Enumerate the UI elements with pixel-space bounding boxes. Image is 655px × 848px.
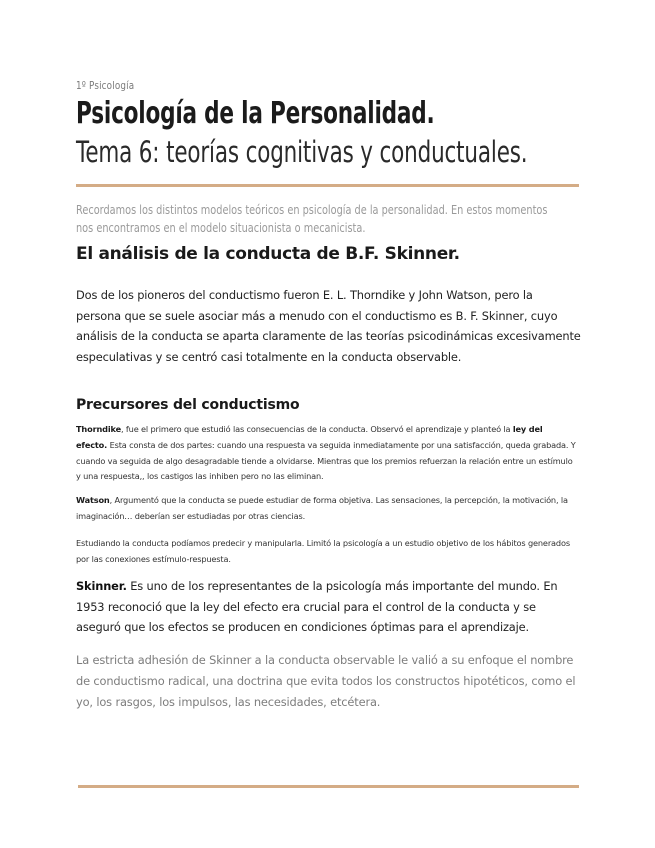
watson-text: , Argumentó que la conducta se puede estudiar de forma objetiva. Las sensaciones, la percepción, la motivación, la imaginación… deberían ser estudiadas por otras ciencias. [76, 495, 568, 521]
pioneers-paragraph: Dos de los pioneros del conductismo fueron E. L. Thorndike y John Watson, pero la persona que se suele asociar más a menudo con el conductismo es B. F. Skinner, cuyo análisis de la conducta se aparta claramente de las teorías psicodinámicas excesivamente especulativas y se centró casi totalmente en la conducta observable. [76, 288, 581, 364]
section-heading-skinner-analysis: El análisis de la conducta de B.F. Skinner. [76, 244, 460, 264]
document-subtitle: Tema 6: teorías cognitivas y conductuales. [76, 135, 528, 169]
thorndike-name: Thorndike [76, 424, 122, 434]
law-of-effect-term: ley del efecto. [76, 424, 543, 450]
top-divider [76, 184, 579, 187]
radical-behaviorism-paragraph: La estricta adhesión de Skinner a la conducta observable le valió a su enfoque el nombre de conductismo radical, una doctrina que evita todos los constructos hipotéticos, como el yo, los rasgos, los impulsos, las necesidades, etcétera. [76, 653, 576, 710]
intro-lead: Recordamos los distintos modelos teóricos en psicología de la personalidad. En estos momentos nos encontramos en el modelo situacionista o mecanicista. [76, 202, 548, 235]
course-kicker: 1º Psicología [76, 79, 135, 92]
thorndike-paragraph [76, 422, 576, 485]
section-heading-precursors: Precursores del conductismo [76, 397, 300, 413]
watson-followup-paragraph: Estudiando la conducta podíamos predecir y manipularla. Limitó la psicología a un estudio objetivo de los hábitos generados por las conexiones estímulo-respuesta. [76, 538, 570, 564]
watson-name: Watson [76, 495, 110, 505]
thorndike-text-a: , fue el primero que estudió las consecuencias de la conducta. Observó el aprendizaje y planteó la [121, 424, 513, 434]
thorndike-text-b: Esta consta de dos partes: cuando una respuesta va seguida inmediatamente por una satisfacción, queda grabada. Y cuando va seguida de algo desagradable tiende a olvidarse. Mientras que los premios refuerzan la relación entre un estímulo y una respuesta,, los castigos las inhiben pero no las eliminan. [76, 439, 576, 482]
skinner-paragraph [76, 576, 581, 638]
bottom-divider [78, 785, 579, 788]
skinner-name: Skinner. [76, 579, 127, 593]
document-title: Psicología de la Personalidad. [76, 96, 435, 131]
skinner-text: Es uno de los representantes de la psicología más importante del mundo. En 1953 reconoció que la ley del efecto era crucial para el control de la conducta y se aseguró que los efectos se producen en condiciones óptimas para el aprendizaje. [76, 579, 558, 635]
watson-paragraph [76, 493, 576, 525]
